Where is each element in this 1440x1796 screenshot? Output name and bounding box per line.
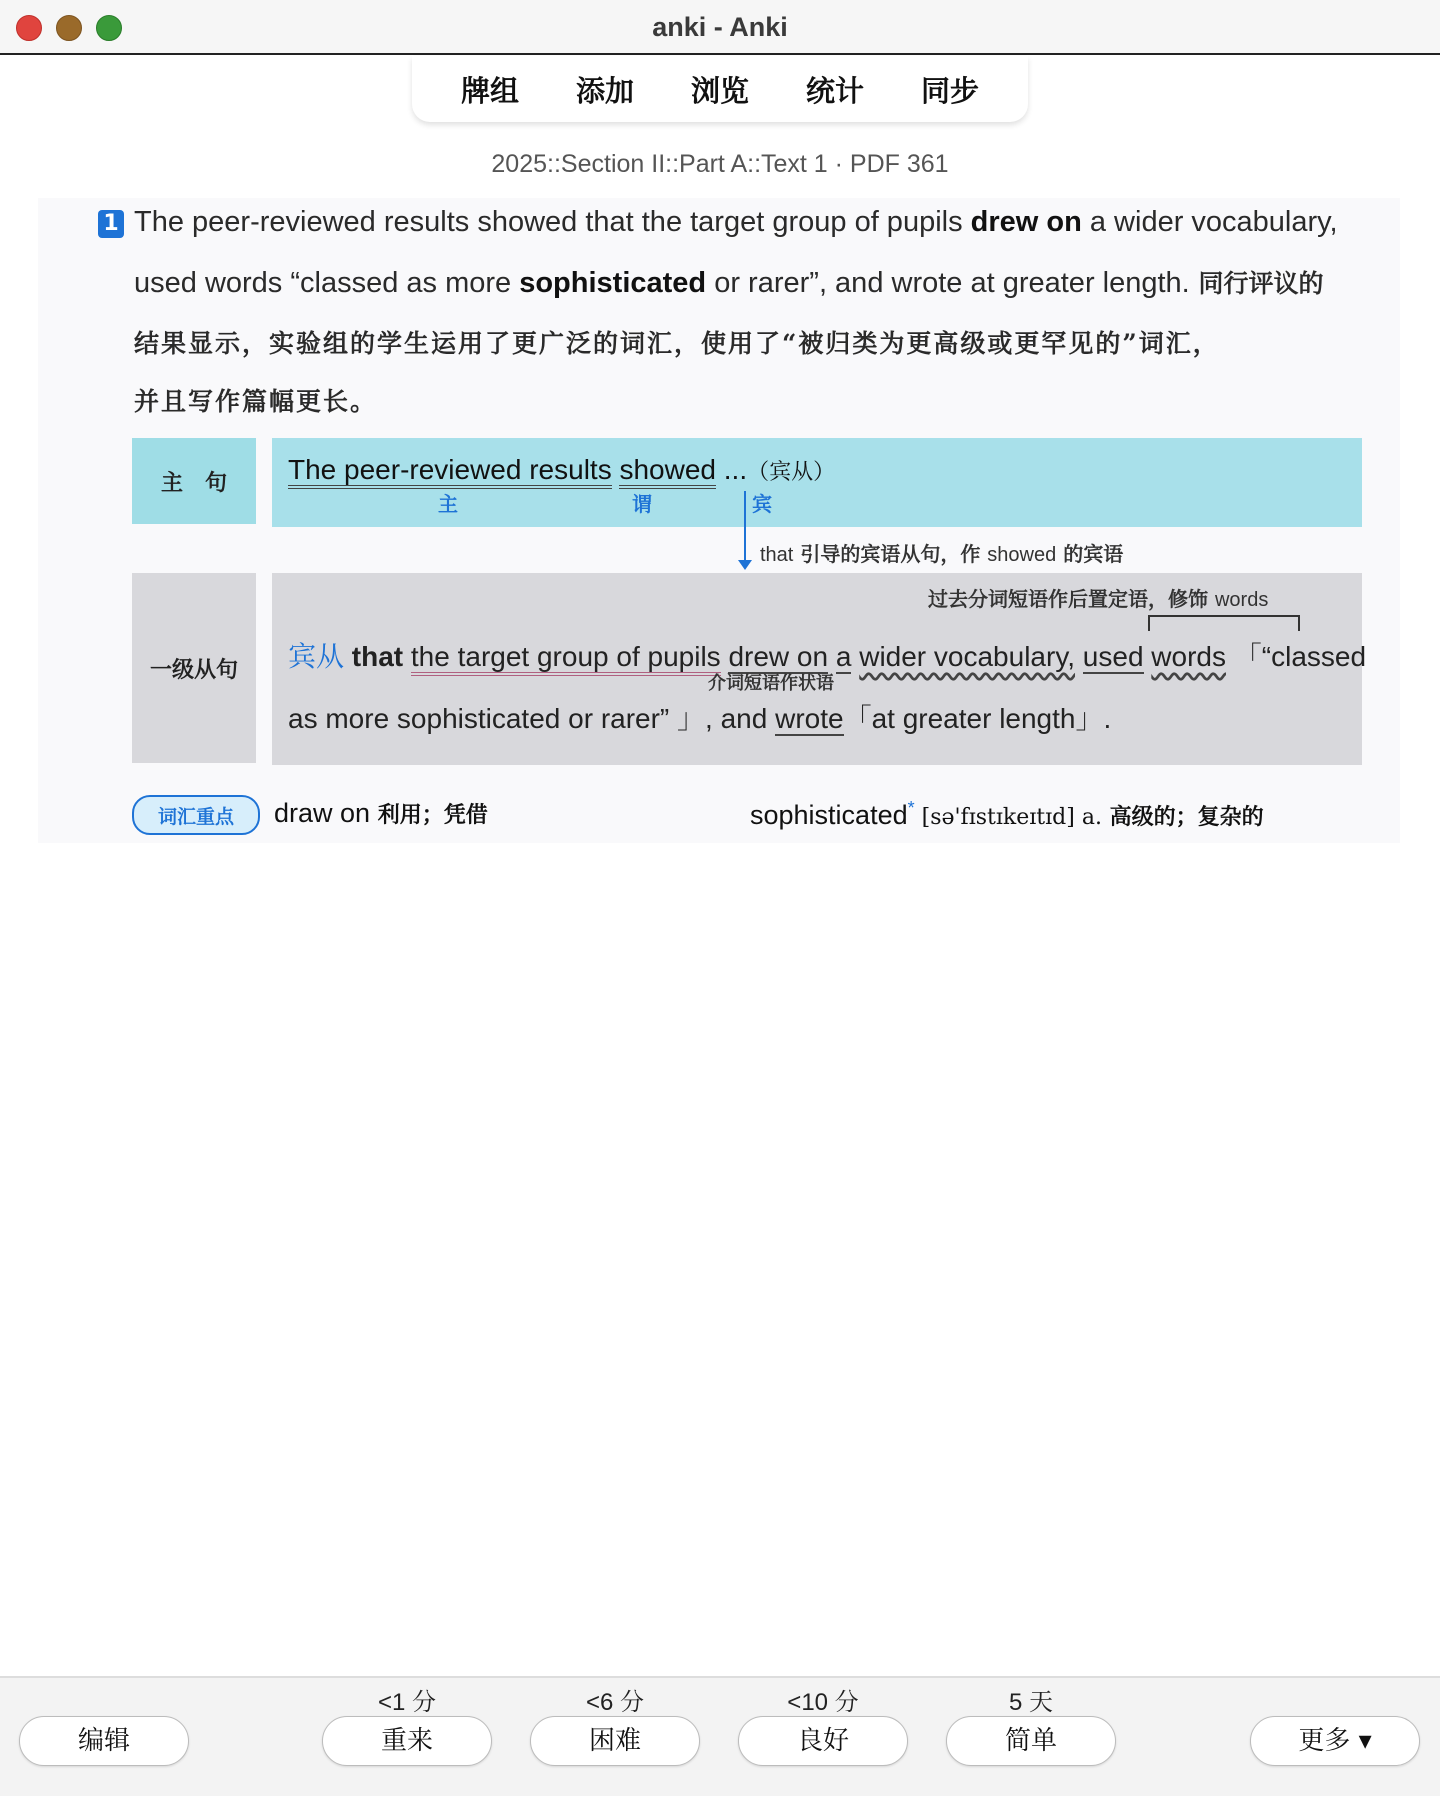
clause-subject: the target group of pupils [411, 641, 721, 676]
clause-article: a [835, 641, 852, 672]
interval-hard: <6 分 [585, 1689, 645, 1716]
vocab-pronunciation: [sə'fɪstɪkeɪtɪd] a. [914, 805, 1102, 830]
note-text: showed [987, 544, 1057, 566]
again-button[interactable]: 重来 [322, 1716, 492, 1766]
modifier-bracket [1148, 615, 1300, 631]
note-text: 的宾语 [1056, 542, 1124, 566]
paragraph-line-2 [134, 264, 1394, 300]
vocab-badge: 词汇重点 [132, 795, 260, 835]
note-text: 引导的宾语从句，作 [793, 542, 988, 566]
card-content [38, 198, 1400, 843]
key-phrase: sophisticated [519, 267, 707, 299]
object-clause-note [760, 538, 1123, 567]
text: used words “classed as more [134, 267, 520, 299]
window-title: anki - Anki [652, 12, 788, 42]
note-text: that [760, 544, 794, 566]
main-sentence [288, 454, 835, 486]
text: a wider vocabulary, [1081, 206, 1338, 238]
subject-tag: 主 [438, 492, 458, 516]
nav-stats[interactable]: 统计 [805, 73, 864, 108]
sub-clause-label: 一级从句 [132, 573, 256, 763]
star-icon: * [907, 798, 915, 818]
top-nav [412, 56, 1028, 122]
clause-object-2: words [1151, 641, 1226, 672]
adverbial-phrase: 「at greater length」. [843, 703, 1112, 734]
predicate-tag: 谓 [632, 492, 652, 516]
nav-decks[interactable]: 牌组 [460, 73, 519, 108]
vocab-meaning: 高级的；复杂的 [1101, 804, 1264, 830]
interval-easy: 5 天 [1008, 1689, 1053, 1716]
paragraph-line-3: 结果显示，实验组的学生运用了更广泛的词汇，使用了“被归类为更高级或更罕见的”词汇， [134, 329, 1220, 358]
clause-verb-3: wrote [775, 703, 844, 734]
clause-object: wider vocabulary, [859, 641, 1076, 672]
good-button[interactable]: 良好 [738, 1716, 908, 1766]
question-number-badge: 1 [98, 210, 124, 238]
object-phrase: ... [723, 454, 748, 485]
text: as more sophisticated or rarer” 」, and [288, 703, 776, 734]
text: or rarer”, and wrote at greater length. [706, 267, 1190, 299]
prep-phrase-note: 介词短语作状语 [708, 673, 834, 694]
object-note: （宾从） [747, 460, 836, 485]
object-clause-tag: 宾从 [288, 641, 345, 672]
nav-sync[interactable]: 同步 [920, 73, 979, 108]
note-text: 过去分词短语作后置定语，修饰 [928, 587, 1215, 611]
hard-button[interactable]: 困难 [530, 1716, 700, 1766]
nav-browse[interactable]: 浏览 [690, 73, 749, 108]
link-arrow-line [744, 491, 746, 561]
text: The peer-reviewed results showed that the target group of pupils [134, 206, 971, 238]
link-arrow-head [738, 560, 752, 570]
paragraph-line-4: 并且写作篇幅更长。 [134, 387, 378, 416]
interval-again: <1 分 [377, 1689, 437, 1716]
deck-path: 2025::Section II::Part A::Text 1 · PDF 361 [491, 150, 949, 178]
vocab-item-sophisticated [750, 798, 1264, 831]
nav-add[interactable]: 添加 [575, 73, 634, 108]
main-clause-label: 主 句 [132, 438, 256, 524]
translation-text: 同行评议的 [1189, 269, 1324, 298]
object-tag: 宾 [752, 492, 772, 516]
sub-clause-line-2 [288, 697, 1111, 737]
window-titlebar [0, 0, 1440, 55]
sub-clause-box [272, 573, 1367, 765]
subject-phrase: The peer-reviewed results [288, 454, 612, 489]
main-clause-box [272, 438, 1362, 527]
interval-good: <10 分 [787, 1689, 859, 1716]
vocab-meaning: 利用；凭借 [370, 802, 488, 828]
more-button[interactable]: 更多 ▾ [1250, 1716, 1420, 1766]
note-text: words [1214, 589, 1269, 611]
vocab-word: draw on [274, 798, 371, 828]
predicate-phrase: showed [619, 454, 716, 489]
vocab-word: sophisticated [750, 800, 908, 830]
paragraph-line-1 [134, 206, 1394, 239]
answer-bar [0, 1676, 1440, 1796]
easy-button[interactable]: 简单 [946, 1716, 1116, 1766]
key-phrase: drew on [970, 206, 1082, 238]
vocab-item-draw-on [274, 798, 488, 829]
clause-verb: drew on [728, 641, 829, 672]
clause-verb-2: used [1082, 641, 1144, 672]
clause-conjunction: that [351, 641, 404, 672]
edit-button[interactable]: 编辑 [19, 1716, 189, 1766]
modifier-start: 「“classed [1233, 641, 1367, 672]
past-participle-note [928, 583, 1268, 612]
